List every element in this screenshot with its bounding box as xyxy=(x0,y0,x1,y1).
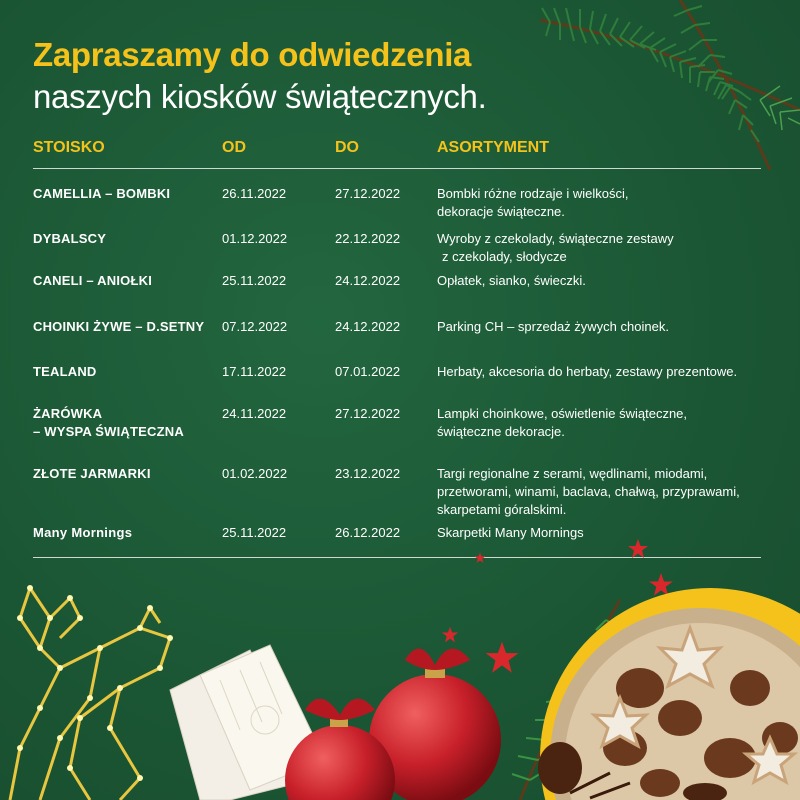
header-divider xyxy=(33,168,761,169)
date-to: 07.01.2022 xyxy=(335,364,401,379)
table-bottom-divider xyxy=(33,557,761,558)
date-from: 24.11.2022 xyxy=(222,406,287,421)
date-to: 27.12.2022 xyxy=(335,406,401,421)
assortment: Targi regionalne z serami, wędlinami, miodami, przetworami, winami, baclava, chałwą, przyprawami, skarpetami góralskimi. xyxy=(437,466,740,517)
cookie-plate-icon xyxy=(530,588,800,800)
page-title: Zapraszamy do odwiedzenia xyxy=(33,36,472,73)
date-to: 27.12.2022 xyxy=(335,186,401,201)
stall-name: DYBALSCY xyxy=(33,231,107,246)
page-subtitle: naszych kiosków świątecznych. xyxy=(33,78,487,115)
date-to: 24.12.2022 xyxy=(335,273,401,288)
date-from: 01.12.2022 xyxy=(222,231,288,246)
red-bauble-icon xyxy=(285,630,515,800)
stall-name: ŻARÓWKA – WYSPA ŚWIĄTECZNA xyxy=(33,406,184,439)
assortment: Bombki różne rodzaje i wielkości, dekoracje świąteczne. xyxy=(437,186,629,219)
stall-name: TEALAND xyxy=(33,364,97,379)
assortment: Lampki choinkowe, oświetlenie świąteczne, świąteczne dekoracje. xyxy=(437,406,688,439)
date-from: 25.11.2022 xyxy=(222,525,287,540)
column-header-stall: STOISKO xyxy=(33,139,105,156)
assortment: Parking CH – sprzedaż żywych choinek. xyxy=(437,319,669,334)
column-header-assortment: ASORTYMENT xyxy=(437,139,549,156)
stall-name: ZŁOTE JARMARKI xyxy=(33,466,151,481)
column-header-to: DO xyxy=(335,139,359,156)
date-from: 07.12.2022 xyxy=(222,319,288,334)
stall-name: Many Mornings xyxy=(33,525,133,540)
date-from: 26.11.2022 xyxy=(222,186,287,201)
date-from: 17.11.2022 xyxy=(222,364,287,379)
stall-name: CHOINKI ŻYWE – D.SETNY xyxy=(33,319,205,334)
assortment: Skarpetki Many Mornings xyxy=(437,525,584,540)
stall-name: CAMELLIA – BOMBKI xyxy=(33,186,171,201)
date-to: 26.12.2022 xyxy=(335,525,401,540)
stall-name: CANELI – ANIOŁKI xyxy=(33,273,153,288)
date-to: 23.12.2022 xyxy=(335,466,401,481)
date-from: 25.11.2022 xyxy=(222,273,287,288)
date-from: 01.02.2022 xyxy=(222,466,288,481)
date-to: 24.12.2022 xyxy=(335,319,401,334)
star-icon xyxy=(627,538,649,560)
assortment: Herbaty, akcesoria do herbaty, zestawy prezentowe. xyxy=(437,364,738,379)
date-to: 22.12.2022 xyxy=(335,231,401,246)
column-header-from: OD xyxy=(222,139,246,156)
star-icon xyxy=(474,552,486,564)
pine-branch-icon xyxy=(530,0,800,170)
assortment: Wyroby z czekolady, świąteczne zestawy z czekolady, słodycze xyxy=(437,231,674,264)
assortment: Opłatek, sianko, świeczki. xyxy=(437,273,586,288)
